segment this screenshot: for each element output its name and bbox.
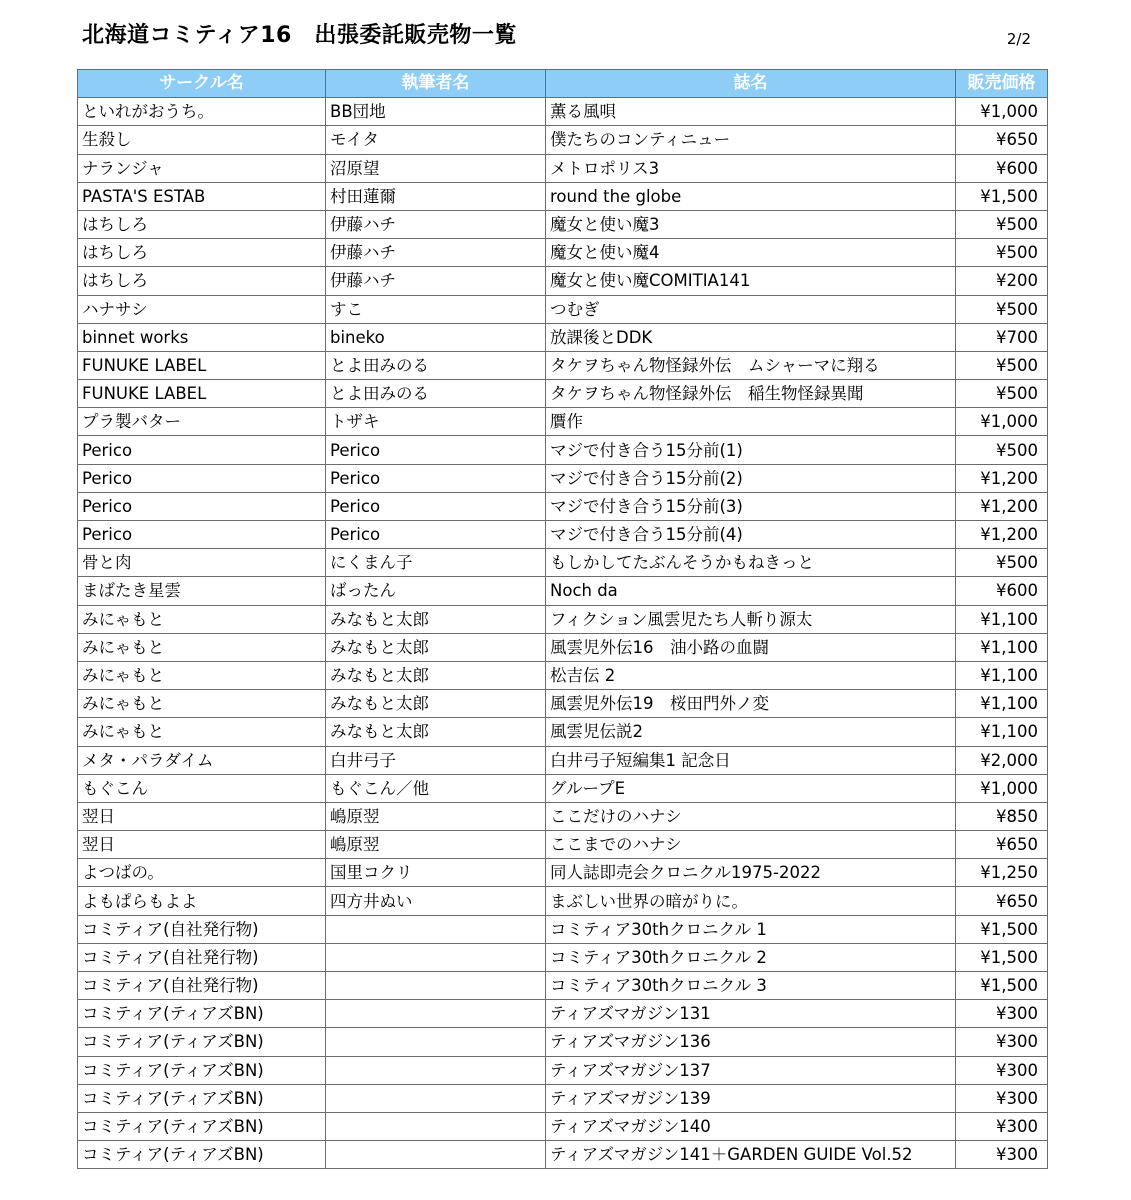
cell-author-name bbox=[326, 1141, 546, 1169]
header-publication-title: 誌名 bbox=[546, 70, 956, 98]
cell-price: ¥600 bbox=[956, 154, 1048, 182]
cell-publication-title: 僕たちのコンティニュー bbox=[546, 126, 956, 154]
cell-circle-name: 生殺し bbox=[78, 126, 326, 154]
cell-circle-name: みにゃもと bbox=[78, 690, 326, 718]
cell-author-name: Perico bbox=[326, 521, 546, 549]
table-row bbox=[78, 633, 1048, 661]
table-row bbox=[78, 549, 1048, 577]
cell-price: ¥500 bbox=[956, 210, 1048, 238]
cell-circle-name: プラ製バター bbox=[78, 408, 326, 436]
cell-publication-title: 魔女と使い魔4 bbox=[546, 239, 956, 267]
cell-price: ¥300 bbox=[956, 1000, 1048, 1028]
cell-publication-title: ティアズマガジン137 bbox=[546, 1056, 956, 1084]
cell-author-name: とよ田みのる bbox=[326, 380, 546, 408]
cell-circle-name: binnet works bbox=[78, 323, 326, 351]
cell-author-name: モイタ bbox=[326, 126, 546, 154]
cell-circle-name: Perico bbox=[78, 436, 326, 464]
cell-publication-title: 松吉伝 2 bbox=[546, 661, 956, 689]
cell-price: ¥1,000 bbox=[956, 408, 1048, 436]
table-row bbox=[78, 492, 1048, 520]
cell-publication-title: ティアズマガジン136 bbox=[546, 1028, 956, 1056]
cell-circle-name: はちしろ bbox=[78, 267, 326, 295]
cell-circle-name: PASTA'S ESTAB bbox=[78, 182, 326, 210]
cell-author-name: トザキ bbox=[326, 408, 546, 436]
cell-price: ¥300 bbox=[956, 1112, 1048, 1140]
cell-author-name bbox=[326, 1028, 546, 1056]
cell-author-name: 伊藤ハチ bbox=[326, 210, 546, 238]
header-row bbox=[78, 70, 1048, 98]
cell-publication-title: 魔女と使い魔COMITIA141 bbox=[546, 267, 956, 295]
cell-price: ¥1,200 bbox=[956, 521, 1048, 549]
cell-publication-title: コミティア30thクロニクル 2 bbox=[546, 943, 956, 971]
cell-price: ¥1,100 bbox=[956, 661, 1048, 689]
table-row bbox=[78, 154, 1048, 182]
cell-circle-name: FUNUKE LABEL bbox=[78, 380, 326, 408]
cell-publication-title: ティアズマガジン140 bbox=[546, 1112, 956, 1140]
cell-publication-title: ティアズマガジン131 bbox=[546, 1000, 956, 1028]
cell-publication-title: ここだけのハナシ bbox=[546, 802, 956, 830]
cell-author-name bbox=[326, 1084, 546, 1112]
cell-publication-title: マジで付き合う15分前(1) bbox=[546, 436, 956, 464]
cell-circle-name: Perico bbox=[78, 521, 326, 549]
table-row bbox=[78, 915, 1048, 943]
cell-circle-name: FUNUKE LABEL bbox=[78, 351, 326, 379]
cell-author-name: 伊藤ハチ bbox=[326, 267, 546, 295]
table-row bbox=[78, 859, 1048, 887]
header-price: 販売価格 bbox=[956, 70, 1048, 98]
cell-author-name: Perico bbox=[326, 492, 546, 520]
cell-price: ¥500 bbox=[956, 351, 1048, 379]
cell-author-name: もぐこん／他 bbox=[326, 774, 546, 802]
cell-publication-title: グループE bbox=[546, 774, 956, 802]
cell-price: ¥200 bbox=[956, 267, 1048, 295]
cell-price: ¥1,000 bbox=[956, 774, 1048, 802]
table-row bbox=[78, 605, 1048, 633]
cell-price: ¥1,500 bbox=[956, 943, 1048, 971]
cell-price: ¥1,200 bbox=[956, 492, 1048, 520]
header-circle-name: サークル名 bbox=[78, 70, 326, 98]
cell-circle-name: みにゃもと bbox=[78, 605, 326, 633]
cell-price: ¥2,000 bbox=[956, 746, 1048, 774]
cell-circle-name: コミティア(ティアズBN) bbox=[78, 1112, 326, 1140]
cell-publication-title: メトロポリス3 bbox=[546, 154, 956, 182]
cell-price: ¥700 bbox=[956, 323, 1048, 351]
cell-price: ¥850 bbox=[956, 802, 1048, 830]
cell-publication-title: コミティア30thクロニクル 1 bbox=[546, 915, 956, 943]
cell-author-name: 沼原望 bbox=[326, 154, 546, 182]
cell-circle-name: 骨と肉 bbox=[78, 549, 326, 577]
table-row bbox=[78, 1056, 1048, 1084]
cell-publication-title: 魔女と使い魔3 bbox=[546, 210, 956, 238]
table-row bbox=[78, 98, 1048, 126]
cell-author-name bbox=[326, 972, 546, 1000]
table-row bbox=[78, 295, 1048, 323]
cell-publication-title: ここまでのハナシ bbox=[546, 831, 956, 859]
cell-circle-name: 翌日 bbox=[78, 831, 326, 859]
cell-author-name: 伊藤ハチ bbox=[326, 239, 546, 267]
cell-author-name: Perico bbox=[326, 436, 546, 464]
cell-publication-title: もしかしてたぶんそうかもねきっと bbox=[546, 549, 956, 577]
cell-publication-title: タケヲちゃん物怪録外伝 ムシャーマに翔る bbox=[546, 351, 956, 379]
cell-circle-name: メタ・パラダイム bbox=[78, 746, 326, 774]
table-header bbox=[78, 70, 1048, 98]
cell-publication-title: まぶしい世界の暗がりに。 bbox=[546, 887, 956, 915]
table-row bbox=[78, 1112, 1048, 1140]
cell-publication-title: マジで付き合う15分前(2) bbox=[546, 464, 956, 492]
cell-author-name: BB団地 bbox=[326, 98, 546, 126]
cell-author-name bbox=[326, 1056, 546, 1084]
cell-author-name: すこ bbox=[326, 295, 546, 323]
cell-author-name: にくまん子 bbox=[326, 549, 546, 577]
cell-price: ¥1,500 bbox=[956, 972, 1048, 1000]
cell-publication-title: コミティア30thクロニクル 3 bbox=[546, 972, 956, 1000]
table-body bbox=[78, 98, 1048, 1169]
cell-price: ¥300 bbox=[956, 1028, 1048, 1056]
cell-circle-name: よつばの。 bbox=[78, 859, 326, 887]
cell-price: ¥1,250 bbox=[956, 859, 1048, 887]
table-row bbox=[78, 521, 1048, 549]
cell-price: ¥1,500 bbox=[956, 182, 1048, 210]
table-row bbox=[78, 718, 1048, 746]
cell-circle-name: コミティア(ティアズBN) bbox=[78, 1028, 326, 1056]
table-row bbox=[78, 1028, 1048, 1056]
cell-circle-name: みにゃもと bbox=[78, 661, 326, 689]
cell-publication-title: フィクション風雲児たち人斬り源太 bbox=[546, 605, 956, 633]
cell-circle-name: 翌日 bbox=[78, 802, 326, 830]
cell-price: ¥1,000 bbox=[956, 98, 1048, 126]
cell-author-name: 白井弓子 bbox=[326, 746, 546, 774]
cell-circle-name: Perico bbox=[78, 464, 326, 492]
table-row bbox=[78, 972, 1048, 1000]
cell-price: ¥1,500 bbox=[956, 915, 1048, 943]
cell-circle-name: ナランジャ bbox=[78, 154, 326, 182]
cell-author-name: 嶋原翌 bbox=[326, 802, 546, 830]
cell-author-name: みなもと太郎 bbox=[326, 661, 546, 689]
cell-publication-title: つむぎ bbox=[546, 295, 956, 323]
cell-circle-name: もぐこん bbox=[78, 774, 326, 802]
cell-circle-name: コミティア(自社発行物) bbox=[78, 943, 326, 971]
cell-author-name: 嶋原翌 bbox=[326, 831, 546, 859]
header-author-name: 執筆者名 bbox=[326, 70, 546, 98]
table-row bbox=[78, 182, 1048, 210]
table-row bbox=[78, 1141, 1048, 1169]
table-row bbox=[78, 408, 1048, 436]
cell-publication-title: 贋作 bbox=[546, 408, 956, 436]
cell-author-name: 国里コクリ bbox=[326, 859, 546, 887]
cell-author-name: みなもと太郎 bbox=[326, 605, 546, 633]
cell-publication-title: 同人誌即売会クロニクル1975-2022 bbox=[546, 859, 956, 887]
table-row bbox=[78, 887, 1048, 915]
cell-price: ¥650 bbox=[956, 887, 1048, 915]
cell-circle-name: みにゃもと bbox=[78, 718, 326, 746]
table-row bbox=[78, 239, 1048, 267]
table-row bbox=[78, 210, 1048, 238]
cell-circle-name: コミティア(自社発行物) bbox=[78, 915, 326, 943]
cell-author-name: みなもと太郎 bbox=[326, 718, 546, 746]
table-row bbox=[78, 267, 1048, 295]
cell-price: ¥300 bbox=[956, 1056, 1048, 1084]
cell-circle-name: といれがおうち。 bbox=[78, 98, 326, 126]
cell-author-name: ばったん bbox=[326, 577, 546, 605]
table-row bbox=[78, 351, 1048, 379]
cell-author-name: Perico bbox=[326, 464, 546, 492]
cell-price: ¥650 bbox=[956, 126, 1048, 154]
cell-circle-name: コミティア(ティアズBN) bbox=[78, 1000, 326, 1028]
cell-price: ¥500 bbox=[956, 436, 1048, 464]
page-number: 2/2 bbox=[1006, 30, 1031, 48]
cell-author-name: 村田蓮爾 bbox=[326, 182, 546, 210]
cell-circle-name: コミティア(自社発行物) bbox=[78, 972, 326, 1000]
cell-author-name: みなもと太郎 bbox=[326, 633, 546, 661]
cell-publication-title: 白井弓子短編集1 記念日 bbox=[546, 746, 956, 774]
table-row bbox=[78, 380, 1048, 408]
cell-publication-title: ティアズマガジン139 bbox=[546, 1084, 956, 1112]
cell-author-name bbox=[326, 1112, 546, 1140]
cell-circle-name: まばたき星雲 bbox=[78, 577, 326, 605]
cell-publication-title: 風雲児外伝19 桜田門外ノ変 bbox=[546, 690, 956, 718]
cell-publication-title: 薫る風唄 bbox=[546, 98, 956, 126]
cell-price: ¥300 bbox=[956, 1141, 1048, 1169]
table-row bbox=[78, 943, 1048, 971]
cell-circle-name: コミティア(ティアズBN) bbox=[78, 1141, 326, 1169]
table-row bbox=[78, 126, 1048, 154]
cell-price: ¥500 bbox=[956, 380, 1048, 408]
cell-publication-title: 風雲児伝説2 bbox=[546, 718, 956, 746]
cell-circle-name: Perico bbox=[78, 492, 326, 520]
cell-circle-name: はちしろ bbox=[78, 210, 326, 238]
cell-publication-title: タケヲちゃん物怪録外伝 稲生物怪録異聞 bbox=[546, 380, 956, 408]
cell-price: ¥500 bbox=[956, 295, 1048, 323]
table-row bbox=[78, 690, 1048, 718]
consignment-table bbox=[77, 69, 1048, 1169]
page-title: 北海道コミティア16 出張委託販売物一覧 bbox=[82, 23, 517, 48]
table-row bbox=[78, 1000, 1048, 1028]
cell-publication-title: マジで付き合う15分前(3) bbox=[546, 492, 956, 520]
cell-circle-name: はちしろ bbox=[78, 239, 326, 267]
cell-price: ¥1,100 bbox=[956, 633, 1048, 661]
cell-author-name bbox=[326, 943, 546, 971]
cell-author-name: 四方井ぬい bbox=[326, 887, 546, 915]
cell-price: ¥650 bbox=[956, 831, 1048, 859]
cell-price: ¥1,100 bbox=[956, 690, 1048, 718]
cell-price: ¥300 bbox=[956, 1084, 1048, 1112]
table-row bbox=[78, 774, 1048, 802]
table-row bbox=[78, 323, 1048, 351]
cell-circle-name: ハナサシ bbox=[78, 295, 326, 323]
cell-price: ¥500 bbox=[956, 549, 1048, 577]
cell-publication-title: round the globe bbox=[546, 182, 956, 210]
cell-publication-title: ティアズマガジン141＋GARDEN GUIDE Vol.52 bbox=[546, 1141, 956, 1169]
cell-price: ¥1,100 bbox=[956, 718, 1048, 746]
cell-price: ¥600 bbox=[956, 577, 1048, 605]
table-row bbox=[78, 464, 1048, 492]
cell-price: ¥500 bbox=[956, 239, 1048, 267]
cell-circle-name: コミティア(ティアズBN) bbox=[78, 1084, 326, 1112]
cell-price: ¥1,100 bbox=[956, 605, 1048, 633]
cell-circle-name: コミティア(ティアズBN) bbox=[78, 1056, 326, 1084]
cell-circle-name: よもぱらもよよ bbox=[78, 887, 326, 915]
table-row bbox=[78, 1084, 1048, 1112]
cell-publication-title: 風雲児外伝16 油小路の血闘 bbox=[546, 633, 956, 661]
cell-author-name bbox=[326, 1000, 546, 1028]
cell-circle-name: みにゃもと bbox=[78, 633, 326, 661]
cell-author-name bbox=[326, 915, 546, 943]
cell-author-name: みなもと太郎 bbox=[326, 690, 546, 718]
cell-price: ¥1,200 bbox=[956, 464, 1048, 492]
cell-publication-title: 放課後とDDK bbox=[546, 323, 956, 351]
table-row bbox=[78, 661, 1048, 689]
table-row bbox=[78, 577, 1048, 605]
table-row bbox=[78, 746, 1048, 774]
cell-publication-title: マジで付き合う15分前(4) bbox=[546, 521, 956, 549]
table-row bbox=[78, 831, 1048, 859]
cell-author-name: bineko bbox=[326, 323, 546, 351]
cell-publication-title: Noch da bbox=[546, 577, 956, 605]
table-row bbox=[78, 436, 1048, 464]
table-row bbox=[78, 802, 1048, 830]
cell-author-name: とよ田みのる bbox=[326, 351, 546, 379]
